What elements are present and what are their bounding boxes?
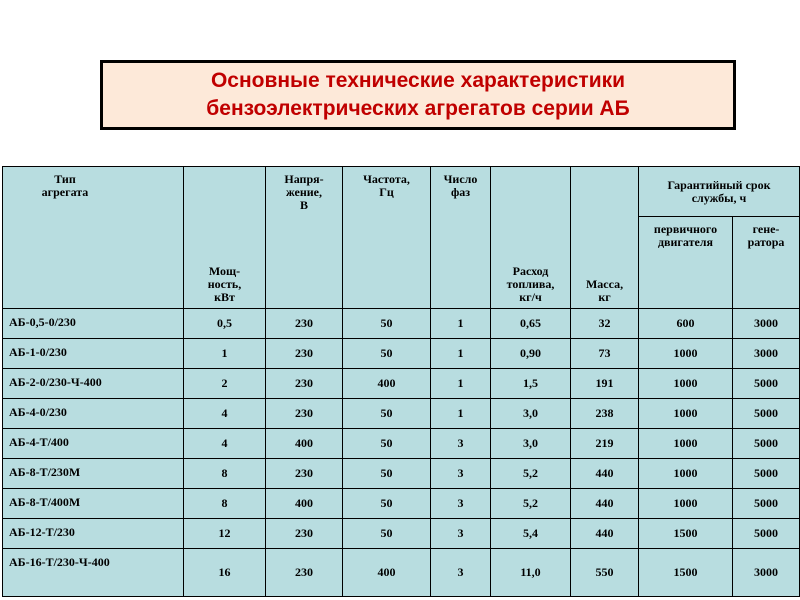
cell-frequency: 50	[343, 339, 431, 369]
cell-frequency: 50	[343, 489, 431, 519]
header-voltage: Напря- жение, В	[266, 167, 343, 309]
cell-mass: 238	[571, 399, 639, 429]
cell-power: 12	[184, 519, 266, 549]
cell-type: АБ-12-Т/230	[3, 519, 184, 549]
table-row	[3, 549, 800, 597]
table-row	[3, 519, 800, 549]
cell-voltage: 230	[266, 459, 343, 489]
title-box	[100, 60, 736, 130]
cell-fuel: 3,0	[491, 399, 571, 429]
cell-generator: 3000	[733, 339, 800, 369]
cell-power: 2	[184, 369, 266, 399]
cell-voltage: 400	[266, 429, 343, 459]
header-power: Мощ- ность, кВт	[184, 167, 266, 309]
cell-generator: 5000	[733, 489, 800, 519]
header-warranty: Гарантийный срок службы, ч	[639, 167, 800, 217]
table-row	[3, 369, 800, 399]
cell-fuel: 1,5	[491, 369, 571, 399]
cell-generator: 3000	[733, 309, 800, 339]
header-type: Тип агрегата	[3, 167, 184, 309]
table-row	[3, 429, 800, 459]
cell-mass: 73	[571, 339, 639, 369]
cell-mass: 440	[571, 489, 639, 519]
cell-voltage: 230	[266, 549, 343, 597]
cell-fuel: 5,4	[491, 519, 571, 549]
cell-generator: 5000	[733, 399, 800, 429]
table-row	[3, 339, 800, 369]
cell-phases: 1	[431, 399, 491, 429]
header-fuel: Расход топлива, кг/ч	[491, 167, 571, 309]
cell-type: АБ-16-Т/230-Ч-400	[3, 549, 184, 597]
cell-mass: 550	[571, 549, 639, 597]
cell-fuel: 0,90	[491, 339, 571, 369]
cell-frequency: 50	[343, 459, 431, 489]
header-frequency: Частота, Гц	[343, 167, 431, 309]
cell-power: 4	[184, 399, 266, 429]
table-row	[3, 309, 800, 339]
cell-voltage: 230	[266, 339, 343, 369]
cell-frequency: 400	[343, 369, 431, 399]
cell-engine: 1000	[639, 489, 733, 519]
title-line-1: Основные технические характеристики	[210, 69, 626, 92]
cell-type: АБ-4-0/230	[3, 399, 184, 429]
cell-frequency: 50	[343, 429, 431, 459]
cell-type: АБ-8-Т/230М	[3, 459, 184, 489]
cell-voltage: 230	[266, 519, 343, 549]
header-engine: первичного двигателя	[639, 217, 733, 309]
cell-engine: 1000	[639, 429, 733, 459]
cell-engine: 1000	[639, 459, 733, 489]
cell-generator: 5000	[733, 369, 800, 399]
title-line-2: бензоэлектрических агрегатов серии АБ	[206, 97, 630, 120]
cell-engine: 1000	[639, 369, 733, 399]
cell-mass: 440	[571, 459, 639, 489]
cell-phases: 3	[431, 429, 491, 459]
cell-mass: 440	[571, 519, 639, 549]
table-row	[3, 399, 800, 429]
cell-mass: 191	[571, 369, 639, 399]
cell-engine: 600	[639, 309, 733, 339]
cell-frequency: 400	[343, 549, 431, 597]
cell-engine: 1000	[639, 399, 733, 429]
cell-voltage: 230	[266, 399, 343, 429]
cell-generator: 5000	[733, 459, 800, 489]
cell-engine: 1500	[639, 519, 733, 549]
cell-phases: 3	[431, 489, 491, 519]
table-row	[3, 459, 800, 489]
cell-generator: 3000	[733, 549, 800, 597]
cell-generator: 5000	[733, 429, 800, 459]
cell-power: 0,5	[184, 309, 266, 339]
cell-frequency: 50	[343, 519, 431, 549]
cell-mass: 32	[571, 309, 639, 339]
cell-phases: 3	[431, 519, 491, 549]
cell-type: АБ-2-0/230-Ч-400	[3, 369, 184, 399]
cell-voltage: 230	[266, 309, 343, 339]
cell-fuel: 11,0	[491, 549, 571, 597]
cell-fuel: 0,65	[491, 309, 571, 339]
header-generator: гене- ратора	[733, 217, 800, 309]
specs-table	[2, 166, 800, 597]
cell-fuel: 5,2	[491, 489, 571, 519]
cell-type: АБ-0,5-0/230	[3, 309, 184, 339]
cell-type: АБ-8-Т/400М	[3, 489, 184, 519]
cell-phases: 3	[431, 549, 491, 597]
header-mass: Масса, кг	[571, 167, 639, 309]
cell-engine: 1500	[639, 549, 733, 597]
cell-power: 8	[184, 489, 266, 519]
cell-generator: 5000	[733, 519, 800, 549]
table-row	[3, 489, 800, 519]
cell-mass: 219	[571, 429, 639, 459]
cell-power: 16	[184, 549, 266, 597]
cell-engine: 1000	[639, 339, 733, 369]
header-phases: Число фаз	[431, 167, 491, 309]
cell-fuel: 5,2	[491, 459, 571, 489]
cell-phases: 1	[431, 309, 491, 339]
cell-voltage: 400	[266, 489, 343, 519]
cell-power: 8	[184, 459, 266, 489]
cell-phases: 1	[431, 339, 491, 369]
cell-fuel: 3,0	[491, 429, 571, 459]
cell-power: 1	[184, 339, 266, 369]
cell-frequency: 50	[343, 309, 431, 339]
cell-power: 4	[184, 429, 266, 459]
cell-phases: 3	[431, 459, 491, 489]
cell-frequency: 50	[343, 399, 431, 429]
cell-type: АБ-1-0/230	[3, 339, 184, 369]
cell-voltage: 230	[266, 369, 343, 399]
cell-type: АБ-4-Т/400	[3, 429, 184, 459]
cell-phases: 1	[431, 369, 491, 399]
